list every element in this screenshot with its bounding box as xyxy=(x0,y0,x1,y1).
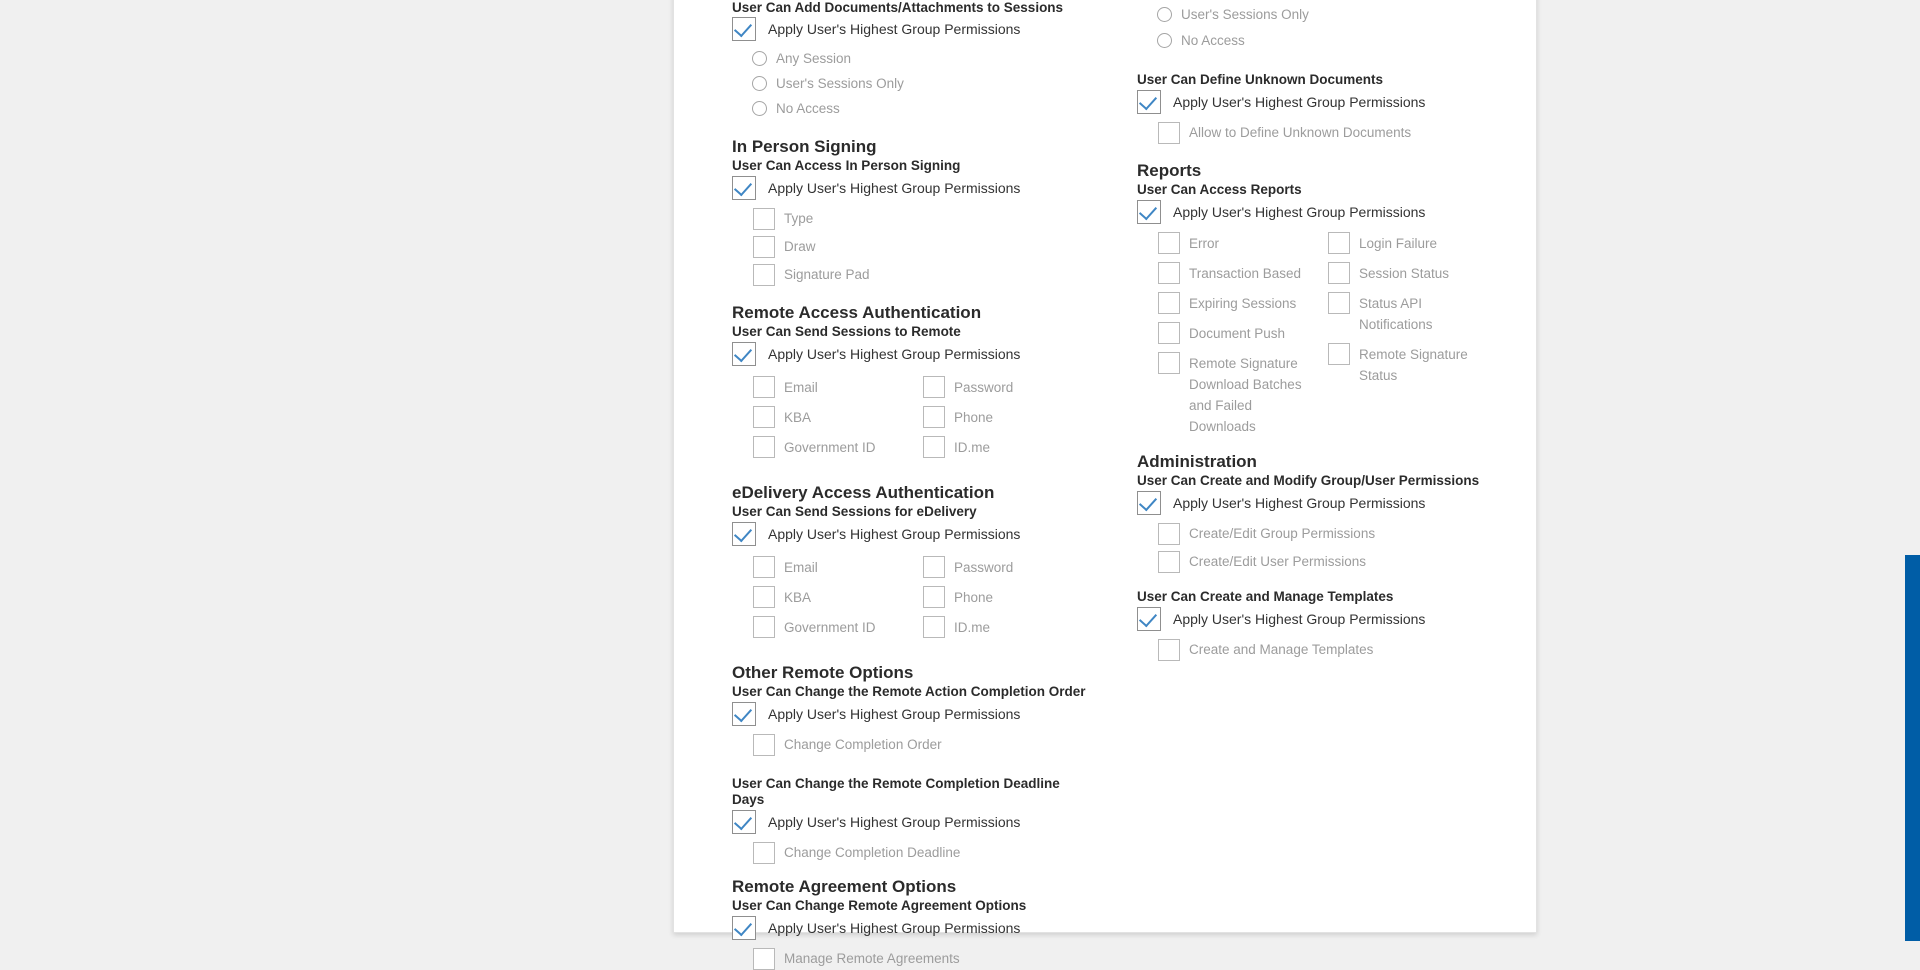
apply-permissions-label: Apply User's Highest Group Permissions xyxy=(768,814,1021,830)
apply-permissions-checkbox[interactable] xyxy=(732,522,756,546)
apply-row xyxy=(732,702,1092,726)
group-title-access-reports: User Can Access Reports xyxy=(1137,182,1302,197)
option-checkbox[interactable] xyxy=(923,436,945,458)
option-label: ID.me xyxy=(954,440,991,455)
option-row-change-completion-order xyxy=(753,734,1092,756)
option-checkbox[interactable] xyxy=(753,264,775,286)
apply-permissions-checkbox[interactable] xyxy=(1137,200,1161,224)
radio-label: Any Session xyxy=(776,51,852,66)
option-label: Session Status xyxy=(1359,266,1450,281)
group-title-create-manage-templates: User Can Create and Manage Templates xyxy=(1137,589,1394,604)
option-checkbox[interactable] xyxy=(753,406,775,428)
apply-row xyxy=(1137,200,1507,224)
option-label: Create/Edit User Permissions xyxy=(1189,554,1367,569)
apply-row xyxy=(1137,607,1507,631)
option-checkbox[interactable] xyxy=(1328,292,1350,314)
grid-column xyxy=(923,376,1013,466)
option-row-login-failure xyxy=(1328,232,1487,254)
option-row-type xyxy=(753,208,1092,230)
apply-permissions-checkbox[interactable] xyxy=(732,176,756,200)
option-row-transaction-based xyxy=(1158,262,1328,284)
apply-row xyxy=(1137,491,1507,515)
option-row-phone xyxy=(923,586,1013,608)
option-label: Create and Manage Templates xyxy=(1189,642,1374,657)
option-row-draw xyxy=(753,236,1092,258)
check-icon xyxy=(1139,609,1157,628)
radio-button[interactable] xyxy=(752,101,767,116)
radio-label: User's Sessions Only xyxy=(776,76,904,91)
radio-label: User's Sessions Only xyxy=(1181,7,1309,22)
option-checkbox[interactable] xyxy=(923,616,945,638)
right-column xyxy=(1137,7,1507,661)
apply-permissions-checkbox[interactable] xyxy=(1137,491,1161,515)
apply-row xyxy=(732,810,1092,834)
check-icon xyxy=(1139,493,1157,512)
option-row-signature-pad xyxy=(753,264,1092,286)
check-icon xyxy=(1139,92,1157,111)
apply-permissions-label: Apply User's Highest Group Permissions xyxy=(768,346,1021,362)
section-header-edelivery-auth: eDelivery Access Authentication xyxy=(732,483,995,502)
option-label: Create/Edit Group Permissions xyxy=(1189,526,1376,541)
apply-permissions-checkbox[interactable] xyxy=(1137,90,1161,114)
option-label: KBA xyxy=(784,590,812,605)
option-row-error xyxy=(1158,232,1328,254)
option-label: Password xyxy=(954,560,1014,575)
section-header-in-person-signing: In Person Signing xyxy=(732,137,877,156)
option-row-manage-remote-agreements xyxy=(753,948,1092,970)
option-row-government-id xyxy=(753,616,923,638)
option-checkbox[interactable] xyxy=(753,616,775,638)
option-label: Error xyxy=(1189,236,1219,251)
apply-permissions-label: Apply User's Highest Group Permissions xyxy=(768,21,1021,37)
section-header-administration: Administration xyxy=(1137,452,1257,471)
group-title-send-sessions-remote: User Can Send Sessions to Remote xyxy=(732,324,961,339)
apply-permissions-checkbox[interactable] xyxy=(732,342,756,366)
option-label: Transaction Based xyxy=(1189,266,1302,281)
apply-permissions-checkbox[interactable] xyxy=(732,17,756,41)
radio-button[interactable] xyxy=(1157,7,1172,22)
apply-permissions-label: Apply User's Highest Group Permissions xyxy=(768,526,1021,542)
option-label: Phone xyxy=(954,410,994,425)
option-checkbox[interactable] xyxy=(923,406,945,428)
option-label: Status API Notifications xyxy=(1359,296,1433,332)
grid-column xyxy=(1158,232,1328,445)
option-row-create-edit-group-permissions xyxy=(1158,523,1507,545)
group-title-change-deadline-days: User Can Change the Remote Completion Deadline Days xyxy=(732,776,1060,807)
check-icon xyxy=(734,344,752,363)
option-checkbox[interactable] xyxy=(753,436,775,458)
option-checkbox[interactable] xyxy=(923,376,945,398)
radio-button[interactable] xyxy=(752,76,767,91)
option-row-expiring-sessions xyxy=(1158,292,1328,314)
option-row-kba xyxy=(753,586,923,608)
apply-permissions-label: Apply User's Highest Group Permissions xyxy=(768,180,1021,196)
left-column xyxy=(732,1,1092,970)
check-icon xyxy=(734,524,752,543)
check-icon xyxy=(1139,202,1157,221)
radio-label: No Access xyxy=(1181,33,1245,48)
option-checkbox[interactable] xyxy=(753,376,775,398)
reports-options-grid xyxy=(1158,232,1507,445)
group-title-change-completion-order: User Can Change the Remote Action Completion Order xyxy=(732,684,1086,699)
option-label: Login Failure xyxy=(1359,236,1438,251)
option-row-password xyxy=(923,556,1013,578)
option-checkbox[interactable] xyxy=(753,842,775,864)
option-checkbox[interactable] xyxy=(1158,122,1180,144)
group-title-change-remote-agreement: User Can Change Remote Agreement Options xyxy=(732,898,1027,913)
apply-permissions-label: Apply User's Highest Group Permissions xyxy=(1173,94,1426,110)
option-checkbox[interactable] xyxy=(1158,322,1180,344)
apply-permissions-label: Apply User's Highest Group Permissions xyxy=(1173,611,1426,627)
apply-row xyxy=(732,342,1092,366)
option-row-email xyxy=(753,376,923,398)
option-row-create-and-manage-templates xyxy=(1158,639,1507,661)
group-title-access-in-person: User Can Access In Person Signing xyxy=(732,158,961,173)
option-label: Type xyxy=(784,211,814,226)
edelivery-auth-options-grid xyxy=(753,556,1092,646)
option-label: Remote Signature Download Batches and Failed Downloads xyxy=(1189,356,1302,434)
grid-column xyxy=(1328,232,1487,445)
option-checkbox[interactable] xyxy=(1328,262,1350,284)
option-label: Allow to Define Unknown Documents xyxy=(1189,125,1412,140)
option-row-change-completion-deadline xyxy=(753,842,1092,864)
apply-row xyxy=(1137,90,1507,114)
option-checkbox[interactable] xyxy=(1158,262,1180,284)
radio-row-users-sessions-only xyxy=(752,76,1092,91)
option-label: Email xyxy=(784,560,818,575)
option-label: Email xyxy=(784,380,818,395)
apply-permissions-label: Apply User's Highest Group Permissions xyxy=(1173,495,1426,511)
option-checkbox[interactable] xyxy=(753,208,775,230)
option-label: Draw xyxy=(784,239,816,254)
option-row-remote-signature-status xyxy=(1328,343,1487,386)
radio-button[interactable] xyxy=(752,51,767,66)
grid-column xyxy=(753,556,923,646)
option-checkbox[interactable] xyxy=(1328,232,1350,254)
radio-row-no-access xyxy=(1157,33,1507,48)
group-title-define-unknown-documents: User Can Define Unknown Documents xyxy=(1137,72,1384,87)
option-checkbox[interactable] xyxy=(1158,232,1180,254)
apply-permissions-checkbox[interactable] xyxy=(732,810,756,834)
option-label: Government ID xyxy=(784,620,876,635)
option-checkbox[interactable] xyxy=(1328,343,1350,365)
option-label: Change Completion Deadline xyxy=(784,845,961,860)
option-label: Government ID xyxy=(784,440,876,455)
grid-column xyxy=(753,376,923,466)
group-title-add-documents: User Can Add Documents/Attachments to Sessions xyxy=(732,0,1064,15)
option-checkbox[interactable] xyxy=(1158,292,1180,314)
option-checkbox[interactable] xyxy=(1158,523,1180,545)
section-header-reports: Reports xyxy=(1137,161,1202,180)
group-title-create-modify-permissions: User Can Create and Modify Group/User Permissions xyxy=(1137,473,1480,488)
check-icon xyxy=(734,178,752,197)
vertical-scrollbar-thumb[interactable] xyxy=(1905,555,1920,941)
section-header-other-remote-options: Other Remote Options xyxy=(732,663,914,682)
option-row-status-api-notifications xyxy=(1328,292,1487,335)
option-checkbox[interactable] xyxy=(753,586,775,608)
apply-permissions-checkbox[interactable] xyxy=(732,702,756,726)
option-row-session-status xyxy=(1328,262,1487,284)
permissions-panel xyxy=(673,0,1537,966)
radio-row-no-access xyxy=(752,101,1092,116)
option-checkbox[interactable] xyxy=(1158,352,1180,374)
option-label: Document Push xyxy=(1189,326,1286,341)
option-label: Manage Remote Agreements xyxy=(784,951,960,966)
option-label: Phone xyxy=(954,590,994,605)
radio-row-any-session xyxy=(752,51,1092,66)
option-checkbox[interactable] xyxy=(1158,639,1180,661)
option-label: Change Completion Order xyxy=(784,737,942,752)
option-label: Remote Signature Status xyxy=(1359,347,1468,383)
option-label: Signature Pad xyxy=(784,267,870,282)
check-icon xyxy=(734,19,752,38)
option-row-kba xyxy=(753,406,923,428)
apply-permissions-checkbox[interactable] xyxy=(732,916,756,940)
option-row-phone xyxy=(923,406,1013,428)
section-header-remote-access-auth: Remote Access Authentication xyxy=(732,303,982,322)
apply-row xyxy=(732,176,1092,200)
apply-row xyxy=(732,17,1092,41)
option-checkbox[interactable] xyxy=(923,556,945,578)
option-label: ID.me xyxy=(954,620,991,635)
check-icon xyxy=(734,704,752,723)
section-header-remote-agreement-options: Remote Agreement Options xyxy=(732,877,957,896)
option-row-document-push xyxy=(1158,322,1328,344)
check-icon xyxy=(734,918,752,937)
option-checkbox[interactable] xyxy=(753,948,775,970)
grid-column xyxy=(923,556,1013,646)
option-checkbox[interactable] xyxy=(753,556,775,578)
option-checkbox[interactable] xyxy=(1158,551,1180,573)
option-row-idme xyxy=(923,616,1013,638)
option-row-remote-signature-download-batches xyxy=(1158,352,1328,437)
check-icon xyxy=(734,812,752,831)
option-row-email xyxy=(753,556,923,578)
option-checkbox[interactable] xyxy=(923,586,945,608)
option-row-government-id xyxy=(753,436,923,458)
radio-button[interactable] xyxy=(1157,33,1172,48)
apply-row xyxy=(732,522,1092,546)
option-row-password xyxy=(923,376,1013,398)
radio-row-users-sessions-only xyxy=(1157,7,1507,22)
option-row-allow-define-unknown-documents xyxy=(1158,122,1507,144)
remote-auth-options-grid xyxy=(753,376,1092,466)
option-label: Expiring Sessions xyxy=(1189,296,1297,311)
option-checkbox[interactable] xyxy=(753,734,775,756)
apply-permissions-label: Apply User's Highest Group Permissions xyxy=(1173,204,1426,220)
option-label: KBA xyxy=(784,410,812,425)
radio-label: No Access xyxy=(776,101,840,116)
apply-permissions-checkbox[interactable] xyxy=(1137,607,1161,631)
option-row-idme xyxy=(923,436,1013,458)
group-title-send-sessions-edelivery: User Can Send Sessions for eDelivery xyxy=(732,504,977,519)
apply-row xyxy=(732,916,1092,940)
option-checkbox[interactable] xyxy=(753,236,775,258)
apply-permissions-label: Apply User's Highest Group Permissions xyxy=(768,706,1021,722)
apply-permissions-label: Apply User's Highest Group Permissions xyxy=(768,920,1021,936)
option-label: Password xyxy=(954,380,1014,395)
option-row-create-edit-user-permissions xyxy=(1158,551,1507,573)
